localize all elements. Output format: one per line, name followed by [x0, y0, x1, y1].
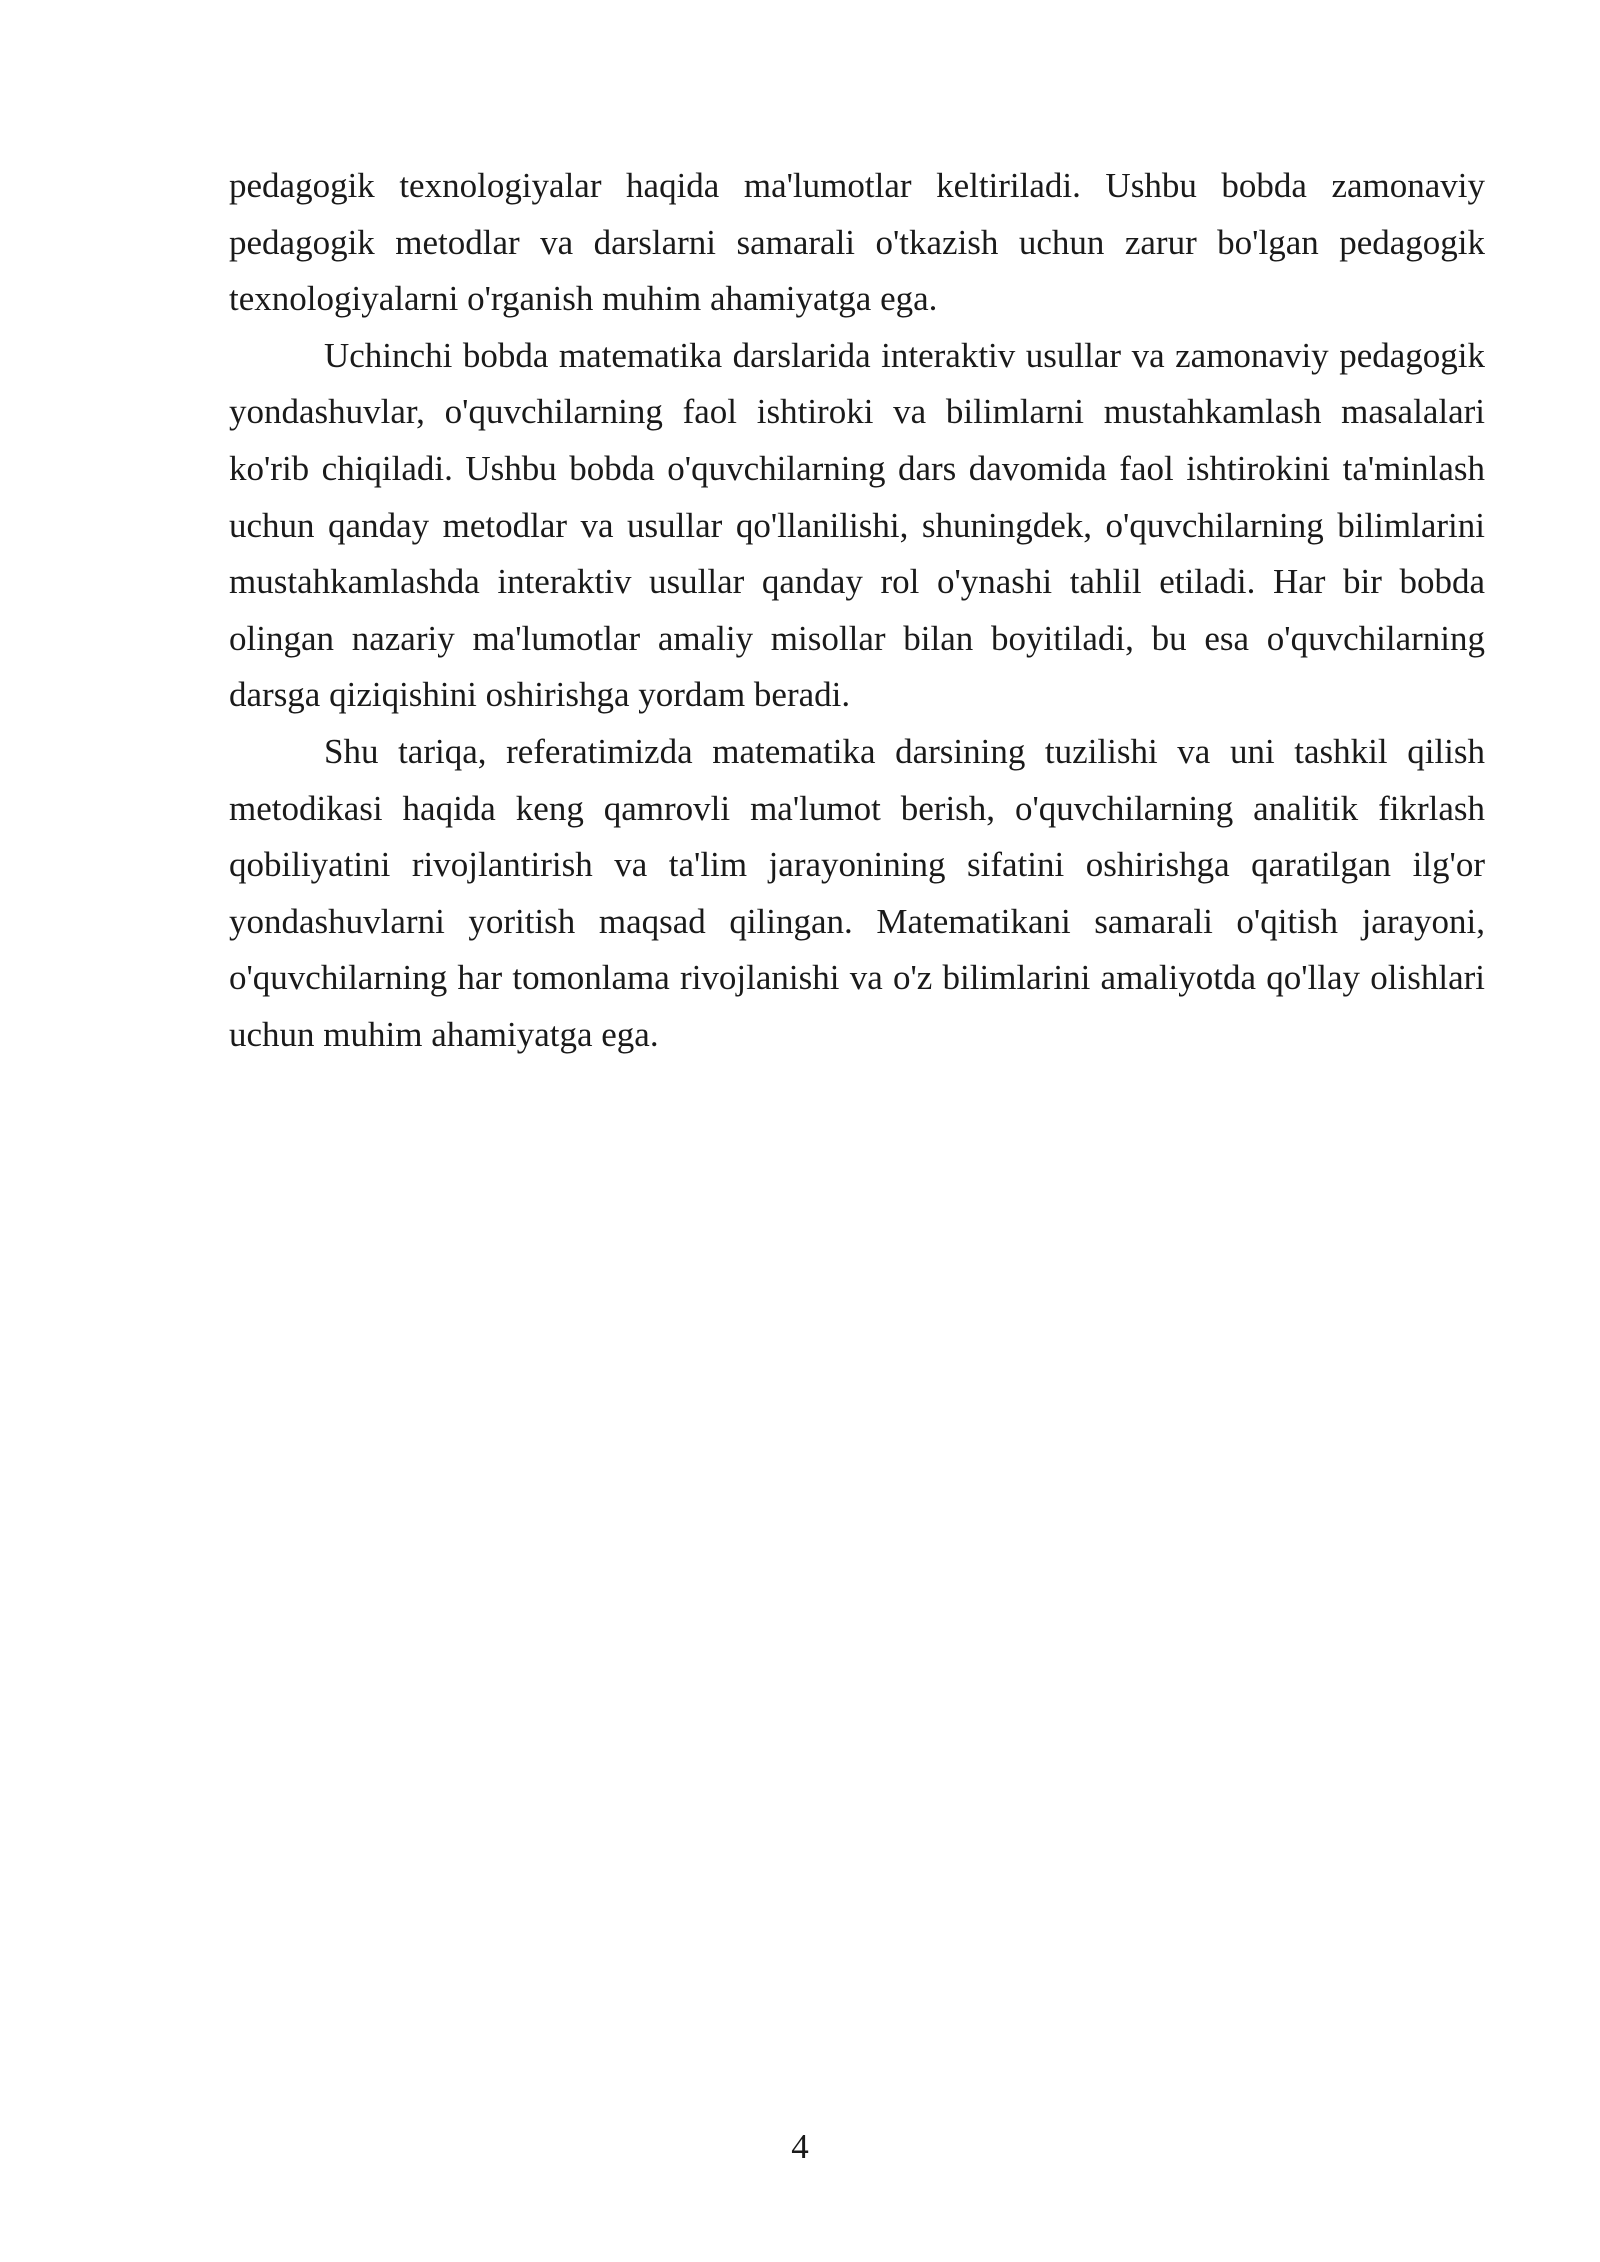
paragraph-3: Shu tariqa, referatimizda matematika darsining tuzilishi va uni tashkil qilish metodikasi haqida keng qamrovli ma'lumot berish, o'quvchilarning analitik fikrlash qobiliyatini rivojlantirish va ta'lim jarayonining sifatini oshirishga qaratilgan ilg'or yondashuvlarni yoritish maqsad qilingan. Matematikani samarali o'qitish jarayoni, o'quvchilarning har tomonlama rivojlanishi va o'z bilimlarini amaliyotda qo'llay olishlari uchun muhim ahamiyatga ega. — [229, 731, 1485, 1054]
paragraph-1: pedagogik texnologiyalar haqida ma'lumotlar keltiriladi. Ushbu bobda zamonaviy pedagogik metodlar va darslarni samarali o'tkazish uchun zarur bo'lgan pedagogik texnologiyalarni o'rganish muhim ahamiyatga ega. — [229, 166, 1485, 319]
body-text — [229, 158, 1485, 1064]
page-number: 4 — [791, 2127, 809, 2166]
paragraph-2: Uchinchi bobda matematika darslarida interaktiv usullar va zamonaviy pedagogik yondashuvlar, o'quvchilarning faol ishtiroki va bilimlarni mustahkamlash masalalari ko'rib chiqiladi. Ushbu bobda o'quvchilarning dars davomida faol ishtirokini ta'minlash uchun qanday metodlar va usullar qo'llanilishi, shuningdek, o'quvchilarning bilimlarini mustahkamlashda interaktiv usullar qanday rol o'ynashi tahlil etiladi. Har bir bobda olingan nazariy ma'lumotlar amaliy misollar bilan boyitiladi, bu esa o'quvchilarning darsga qiziqishini oshirishga yordam beradi. — [229, 335, 1485, 715]
